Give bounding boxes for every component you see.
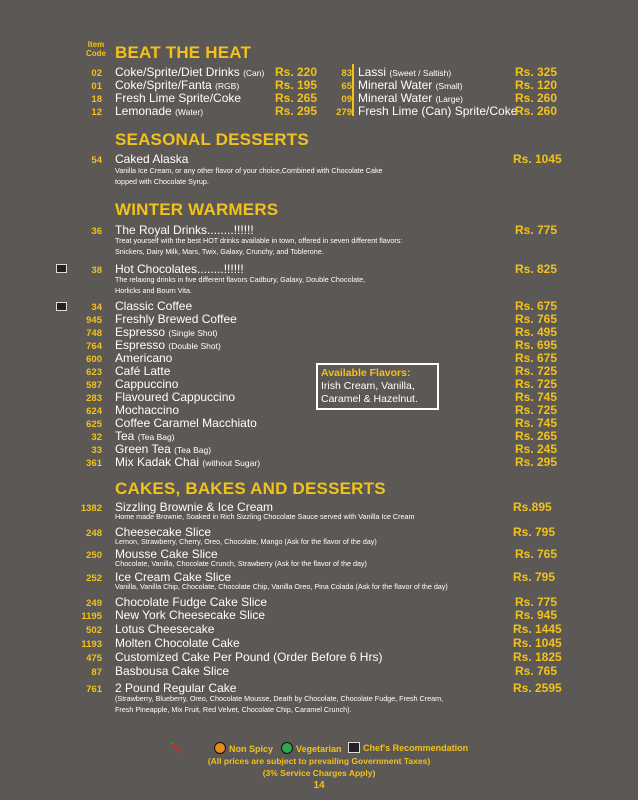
item-price: Rs. 675: [515, 351, 558, 365]
item-price: Rs. 795: [513, 525, 556, 539]
item-price: Rs. 2595: [513, 681, 562, 695]
item-price: Rs. 1045: [513, 152, 562, 166]
item-name: Sizzling Brownie & Ice Cream: [115, 500, 274, 514]
item-name: Lemonade (Water): [115, 104, 204, 118]
chef-hat-icon: [348, 742, 360, 753]
item-name: Cappuccino: [115, 377, 179, 391]
item-name: Flavoured Cappuccino: [115, 390, 236, 404]
item-price: Rs. 775: [515, 223, 558, 237]
item-price: Rs. 195: [275, 78, 318, 92]
item-description: The relaxing drinks in five different flavors Cadbury, Galaxy, Double Chocolate, Horlicks and Bourn Vita.: [115, 275, 366, 295]
item-code: 502: [86, 625, 102, 636]
item-code: 02: [91, 68, 102, 79]
item-name: Coke/Sprite/Diet Drinks (Can): [115, 65, 265, 79]
chili-icon: [171, 742, 185, 756]
section-title-cakes: CAKES, BAKES AND DESSERTS: [115, 479, 386, 498]
item-name: New York Cheesecake Slice: [115, 608, 266, 622]
item-price: Rs. 120: [515, 78, 558, 92]
item-price: Rs. 745: [515, 416, 558, 430]
item-name: Lassi (Sweet / Saltish): [358, 65, 452, 79]
item-description: Vanilla Ice Cream, or any other flavor of your choice,Combined with Chocolate Cake topped with Chocolate Syrup.: [115, 166, 383, 186]
item-price: Rs. 945: [515, 608, 558, 622]
item-name: Mix Kadak Chai (without Sugar): [115, 455, 261, 469]
item-price: Rs. 220: [275, 65, 318, 79]
item-name: Americano: [115, 351, 173, 365]
section-title-winter-warmers: WINTER WARMERS: [115, 200, 279, 219]
vegetarian-icon: [281, 742, 293, 754]
item-price: Rs. 1445: [513, 622, 562, 636]
item-code: 249: [86, 598, 102, 609]
item-code: 87: [91, 667, 102, 678]
item-price: Rs. 765: [515, 547, 558, 561]
item-price: Rs. 1045: [513, 636, 562, 650]
item-name: Customized Cake Per Pound (Order Before 6 Hrs): [115, 650, 383, 664]
item-code: 587: [86, 380, 102, 391]
item-price: Rs. 495: [515, 325, 558, 339]
item-code: 475: [86, 653, 102, 664]
item-name: Mochaccino: [115, 403, 180, 417]
item-code: 32: [91, 432, 102, 443]
item-code: 252: [86, 573, 102, 584]
item-code: 01: [91, 81, 102, 92]
item-code: 1195: [81, 611, 102, 622]
item-description: Chocolate, Vanilla, Chocolate Crunch, Strawberry (Ask for the flavor of the day): [115, 559, 367, 568]
item-name: Espresso (Double Shot): [115, 338, 221, 352]
item-name: Fresh Lime (Can) Sprite/Coke: [358, 104, 518, 118]
item-name: Coffee Caramel Macchiato: [115, 416, 257, 430]
item-name: Mineral Water (Small): [358, 78, 463, 92]
item-name: Caked Alaska: [115, 152, 189, 166]
item-code: 12: [91, 107, 102, 118]
item-description: Treat yourself with the best HOT drinks available in town, offered in seven different flavors: Snickers, Dairy Milk, Mars, Twix, Galaxy, Crunchy, and Toblerone.: [115, 236, 403, 256]
item-name: Cheesecake Slice: [115, 525, 212, 539]
item-price: Rs. 260: [515, 91, 558, 105]
item-price: Rs. 325: [515, 65, 558, 79]
item-name: Green Tea (Tea Bag): [115, 442, 212, 456]
item-name: Ice Cream Cake Slice: [115, 570, 232, 584]
item-code: 36: [91, 226, 102, 237]
item-code: 945: [86, 315, 102, 326]
item-code-header: Item Code: [86, 40, 106, 58]
item-name: Basbousa Cake Slice: [115, 664, 230, 678]
item-name: Café Latte: [115, 364, 171, 378]
item-code: 1193: [81, 639, 102, 650]
item-price: Rs. 245: [515, 442, 558, 456]
tax-note: (All prices are subject to prevailing Government Taxes): [207, 756, 431, 766]
item-price: Rs. 725: [515, 364, 558, 378]
item-code: 361: [86, 458, 102, 469]
item-price: Rs. 825: [515, 262, 558, 276]
page-number: 14: [313, 780, 325, 791]
item-code: 38: [91, 265, 102, 276]
item-price: Rs. 260: [515, 104, 558, 118]
item-code: 250: [86, 550, 102, 561]
item-code: 65: [341, 81, 352, 92]
item-name: Molten Chocolate Cake: [115, 636, 240, 650]
item-price: Rs.895: [513, 500, 552, 514]
item-code: 1382: [80, 503, 102, 514]
item-price: Rs. 695: [515, 338, 558, 352]
item-code: 279: [336, 107, 352, 118]
item-name: Lotus Cheesecake: [115, 622, 215, 636]
item-price: Rs. 265: [515, 429, 558, 443]
item-code: 625: [86, 419, 102, 430]
section-title-beat-the-heat: BEAT THE HEAT: [115, 43, 252, 62]
item-description: Lemon, Strawberry, Cherry, Oreo, Chocolate, Mango (Ask for the flavor of the day): [115, 537, 377, 546]
item-description: (Strawberry, Blueberry, Oreo, Chocolate Mousse, Death by Chocolate, Chocolate Fudge, Fresh Cream, Fresh Pineapple, Mix Fruit, Red Velvet, Chocolate Chip, Caramel Crunch).: [115, 694, 444, 714]
item-price: Rs. 725: [515, 403, 558, 417]
item-price: Rs. 1825: [513, 650, 562, 664]
item-name: Hot Chocolates........!!!!!!: [115, 262, 244, 276]
non-spicy-icon: [214, 742, 226, 754]
item-name: Mineral Water (Large): [358, 91, 463, 105]
column-divider: [352, 64, 354, 116]
item-price: Rs. 745: [515, 390, 558, 404]
item-price: Rs. 265: [275, 91, 318, 105]
item-code: 764: [86, 341, 102, 352]
available-flavors-box: Available Flavors: Irish Cream, Vanilla, Caramel & Hazelnut.: [316, 363, 439, 410]
item-code: 600: [86, 354, 102, 365]
item-code: 283: [86, 393, 102, 404]
item-price: Rs. 795: [513, 570, 556, 584]
item-code: 761: [86, 684, 102, 695]
item-code: 34: [91, 302, 102, 313]
item-name: Classic Coffee: [115, 299, 193, 313]
item-name: Coke/Sprite/Fanta (RGB): [115, 78, 240, 92]
item-code: 624: [86, 406, 102, 417]
item-price: Rs. 295: [275, 104, 318, 118]
item-description: Home made Brownie, Soaked in Rich Sizzling Chocolate Sauce served with Vanilla Ice Cream: [115, 512, 415, 521]
item-price: Rs. 295: [515, 455, 558, 469]
item-name: Mousse Cake Slice: [115, 547, 218, 561]
item-price: Rs. 765: [515, 664, 558, 678]
item-description: Vanilla, Vanilla Chip, Chocolate, Chocolate Chip, Vanilla Oreo, Pina Colada (Ask for the flavor of the day): [115, 582, 448, 591]
item-code: 83: [341, 68, 352, 79]
item-price: Rs. 675: [515, 299, 558, 313]
item-name: Freshly Brewed Coffee: [115, 312, 237, 326]
item-name: 2 Pound Regular Cake: [115, 681, 237, 695]
item-name: Espresso (Single Shot): [115, 325, 218, 339]
item-price: Rs. 725: [515, 377, 558, 391]
item-name: Fresh Lime Sprite/Coke: [115, 91, 242, 105]
item-code: 248: [86, 528, 102, 539]
item-code: 623: [86, 367, 102, 378]
section-title-seasonal-desserts: SEASONAL DESSERTS: [115, 130, 309, 149]
item-price: Rs. 765: [515, 312, 558, 326]
item-code: 748: [86, 328, 102, 339]
item-name: Tea (Tea Bag): [115, 429, 175, 443]
item-code: 18: [91, 94, 102, 105]
item-name: Chocolate Fudge Cake Slice: [115, 595, 268, 609]
item-code: 54: [91, 155, 102, 166]
item-price: Rs. 775: [515, 595, 558, 609]
item-name: The Royal Drinks........!!!!!!: [115, 223, 254, 237]
service-charge-note: (3% Service Charges Apply): [262, 768, 376, 778]
item-code: 09: [341, 94, 352, 105]
item-code: 33: [91, 445, 102, 456]
